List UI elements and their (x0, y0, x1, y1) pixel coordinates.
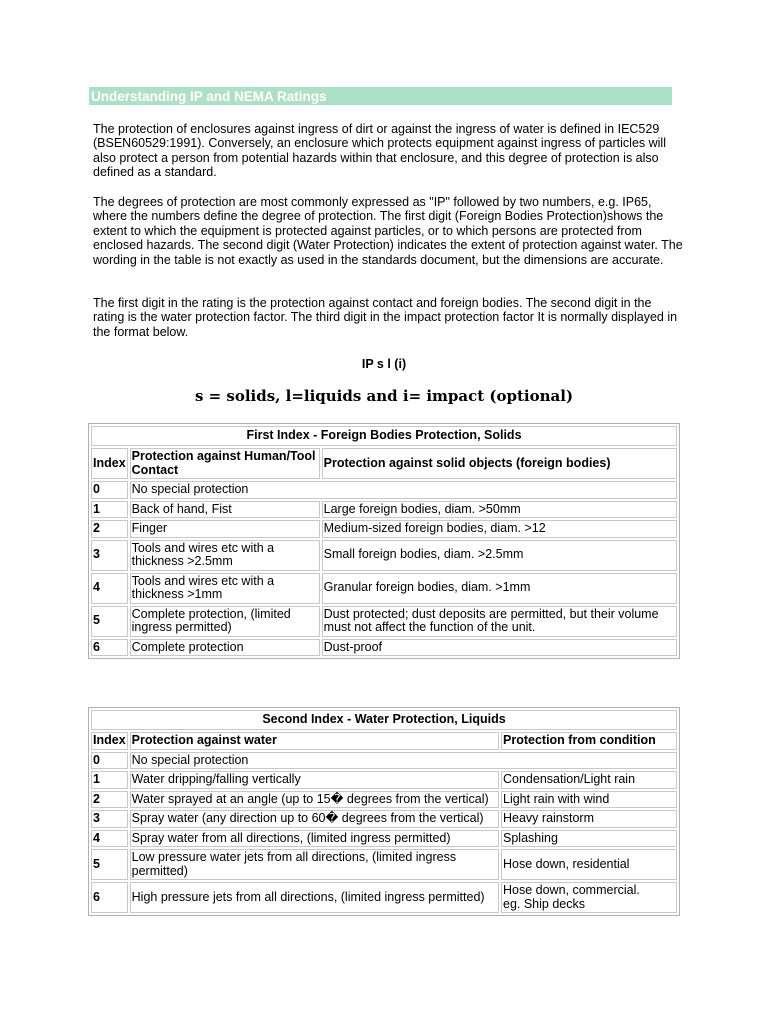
index-cell: 5 (91, 849, 128, 880)
table-row (91, 830, 677, 848)
ip-format-legend: s = solids, l=liquids and i= impact (optional) (194, 387, 574, 405)
table-row (91, 520, 677, 538)
water-protection-cell: Spray water from all directions, (limited ingress permitted) (130, 830, 499, 848)
first-index-table (88, 423, 680, 659)
index-cell: 0 (91, 752, 128, 770)
contact-protection-cell: Tools and wires etc with a thickness >1mm (130, 573, 320, 604)
table-row (91, 540, 677, 571)
column-header: Index (91, 732, 128, 750)
water-protection-cell: Spray water (any direction up to 60� degrees from the vertical) (130, 810, 499, 828)
contact-protection-cell: Complete protection (130, 639, 320, 657)
table-row (91, 791, 677, 809)
table-row (91, 606, 677, 637)
column-header: Protection from condition (501, 732, 677, 750)
table-row (91, 501, 677, 519)
table-row (91, 771, 677, 789)
table-row (91, 639, 677, 657)
solid-protection-cell: Dust protected; dust deposits are permitted, but their volume must not affect the function of the unit. (322, 606, 677, 637)
water-protection-cell: High pressure jets from all directions, (limited ingress permitted) (130, 882, 499, 913)
index-cell: 4 (91, 830, 128, 848)
table-row (91, 481, 677, 499)
index-cell: 1 (91, 771, 128, 789)
index-cell: 3 (91, 540, 128, 571)
index-cell: 1 (91, 501, 128, 519)
table-header-row (91, 732, 677, 750)
solid-protection-cell: Large foreign bodies, diam. >50mm (322, 501, 677, 519)
index-cell: 6 (91, 639, 128, 657)
water-protection-cell: Low pressure water jets from all directions, (limited ingress permitted) (130, 849, 499, 880)
table-header-row (91, 448, 677, 479)
index-cell: 0 (91, 481, 128, 499)
index-cell: 2 (91, 791, 128, 809)
water-protection-cell: No special protection (130, 752, 677, 770)
condition-cell: Light rain with wind (501, 791, 677, 809)
solid-protection-cell: Medium-sized foreign bodies, diam. >12 (322, 520, 677, 538)
column-header: Protection against Human/Tool Contact (130, 448, 320, 479)
column-header: Index (91, 448, 128, 479)
second-index-table (88, 707, 680, 916)
degrees-paragraph: The degrees of protection are most commonly expressed as "IP" followed by two numbers, e.g. IP65, where the numbers define the degree of protection. The first digit (Foreign Bodies Protection)shows the extent to which the equipment is protected against particles, or to which persons are protected from enclosed hazards. The second digit (Water Protection) indicates the extent of protection against water. The wording in the table is not exactly as used in the standards document, but the dimensions are accurate. (93, 195, 683, 267)
contact-protection-cell: No special protection (130, 481, 677, 499)
condition-cell: Condensation/Light rain (501, 771, 677, 789)
contact-protection-cell: Complete protection, (limited ingress permitted) (130, 606, 320, 637)
water-protection-cell: Water dripping/falling vertically (130, 771, 499, 789)
water-protection-cell: Water sprayed at an angle (up to 15� degrees from the vertical) (130, 791, 499, 809)
digits-paragraph: The first digit in the rating is the protection against contact and foreign bodies. The second digit in the rating is the water protection factor. The third digit in the impact protection factor It is normally displayed in the format below. (93, 296, 678, 339)
contact-protection-cell: Finger (130, 520, 320, 538)
table-caption: Second Index - Water Protection, Liquids (91, 710, 677, 730)
condition-cell: Heavy rainstorm (501, 810, 677, 828)
solid-protection-cell: Dust-proof (322, 639, 677, 657)
solid-protection-cell: Granular foreign bodies, diam. >1mm (322, 573, 677, 604)
condition-cell: Hose down, residential (501, 849, 677, 880)
index-cell: 5 (91, 606, 128, 637)
index-cell: 6 (91, 882, 128, 913)
condition-cell: Hose down, commercial. eg. Ship decks (501, 882, 677, 913)
table-row (91, 573, 677, 604)
contact-protection-cell: Back of hand, Fist (130, 501, 320, 519)
table-row (91, 810, 677, 828)
table-row (91, 752, 677, 770)
table-caption: First Index - Foreign Bodies Protection, Solids (91, 426, 677, 446)
contact-protection-cell: Tools and wires etc with a thickness >2.5mm (130, 540, 320, 571)
section-title-banner: Understanding IP and NEMA Ratings (89, 87, 672, 105)
intro-paragraph: The protection of enclosures against ingress of dirt or against the ingress of water is defined in IEC529 (BSEN60529:1991). Conversely, an enclosure which protects equipment against ingress of particles will also protect a person from potential hazards within that enclosure, and this degree of protection is also defined as a standard. (93, 122, 666, 180)
index-cell: 4 (91, 573, 128, 604)
index-cell: 3 (91, 810, 128, 828)
column-header: Protection against solid objects (foreign bodies) (322, 448, 677, 479)
condition-cell: Splashing (501, 830, 677, 848)
column-header: Protection against water (130, 732, 499, 750)
table-row (91, 882, 677, 913)
table-row (91, 849, 677, 880)
solid-protection-cell: Small foreign bodies, diam. >2.5mm (322, 540, 677, 571)
index-cell: 2 (91, 520, 128, 538)
ip-format-formula: IP s l (i) (361, 357, 407, 371)
